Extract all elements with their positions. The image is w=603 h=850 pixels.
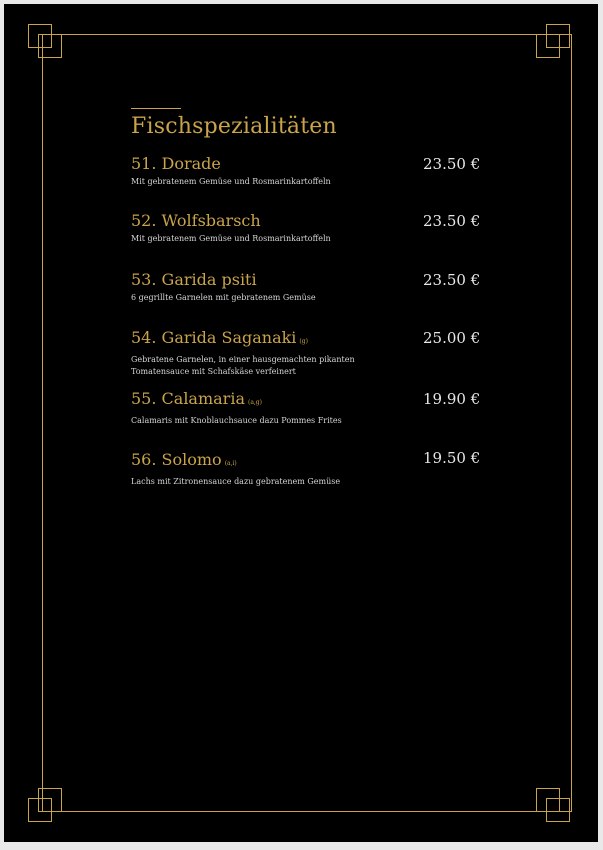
item-description: Calamaris mit Knoblauchsauce dazu Pommes Frites <box>131 416 342 425</box>
allergen-code: (a,i) <box>224 460 237 467</box>
item-name: 55. Calamaria (a,g) <box>131 389 262 408</box>
item-name: 53. Garida psiti <box>131 270 257 289</box>
item-description: Mit gebratenem Gemüse und Rosmarinkartoffeln <box>131 234 331 243</box>
corner-ornament-top-left <box>28 24 64 70</box>
corner-ornament-top-right <box>536 24 572 70</box>
item-description: Lachs mit Zitronensauce dazu gebratenem Gemüse <box>131 477 341 486</box>
item-price: 23.50 € <box>423 155 481 173</box>
allergen-code: (g) <box>299 338 308 345</box>
item-description: Gebratene Garnelen, in einer hausgemachten pikanten Tomatensauce mit Schafskäse verfeinert <box>131 355 355 376</box>
item-name: 51. Dorade <box>131 154 221 173</box>
corner-ornament-bottom-left <box>28 778 64 824</box>
allergen-code: (a,g) <box>247 399 262 406</box>
item-price: 19.90 € <box>423 390 481 408</box>
item-price: 23.50 € <box>423 212 481 230</box>
item-name: 56. Solomo (a,i) <box>131 450 237 469</box>
menu-page <box>4 4 598 842</box>
menu-item <box>131 328 361 378</box>
title-rule <box>131 108 181 109</box>
section-title: Fischspezialitäten <box>131 114 337 139</box>
item-description: 6 gegrillte Garnelen mit gebratenem Gemüse <box>131 293 316 302</box>
item-name: 52. Wolfsbarsch <box>131 211 261 230</box>
item-price: 19.50 € <box>423 449 481 467</box>
corner-ornament-bottom-right <box>536 778 572 824</box>
item-name: 54. Garida Saganaki (g) <box>131 328 308 347</box>
item-price: 25.00 € <box>423 329 481 347</box>
item-description: Mit gebratenem Gemüse und Rosmarinkartoffeln <box>131 177 331 186</box>
item-price: 23.50 € <box>423 271 481 289</box>
